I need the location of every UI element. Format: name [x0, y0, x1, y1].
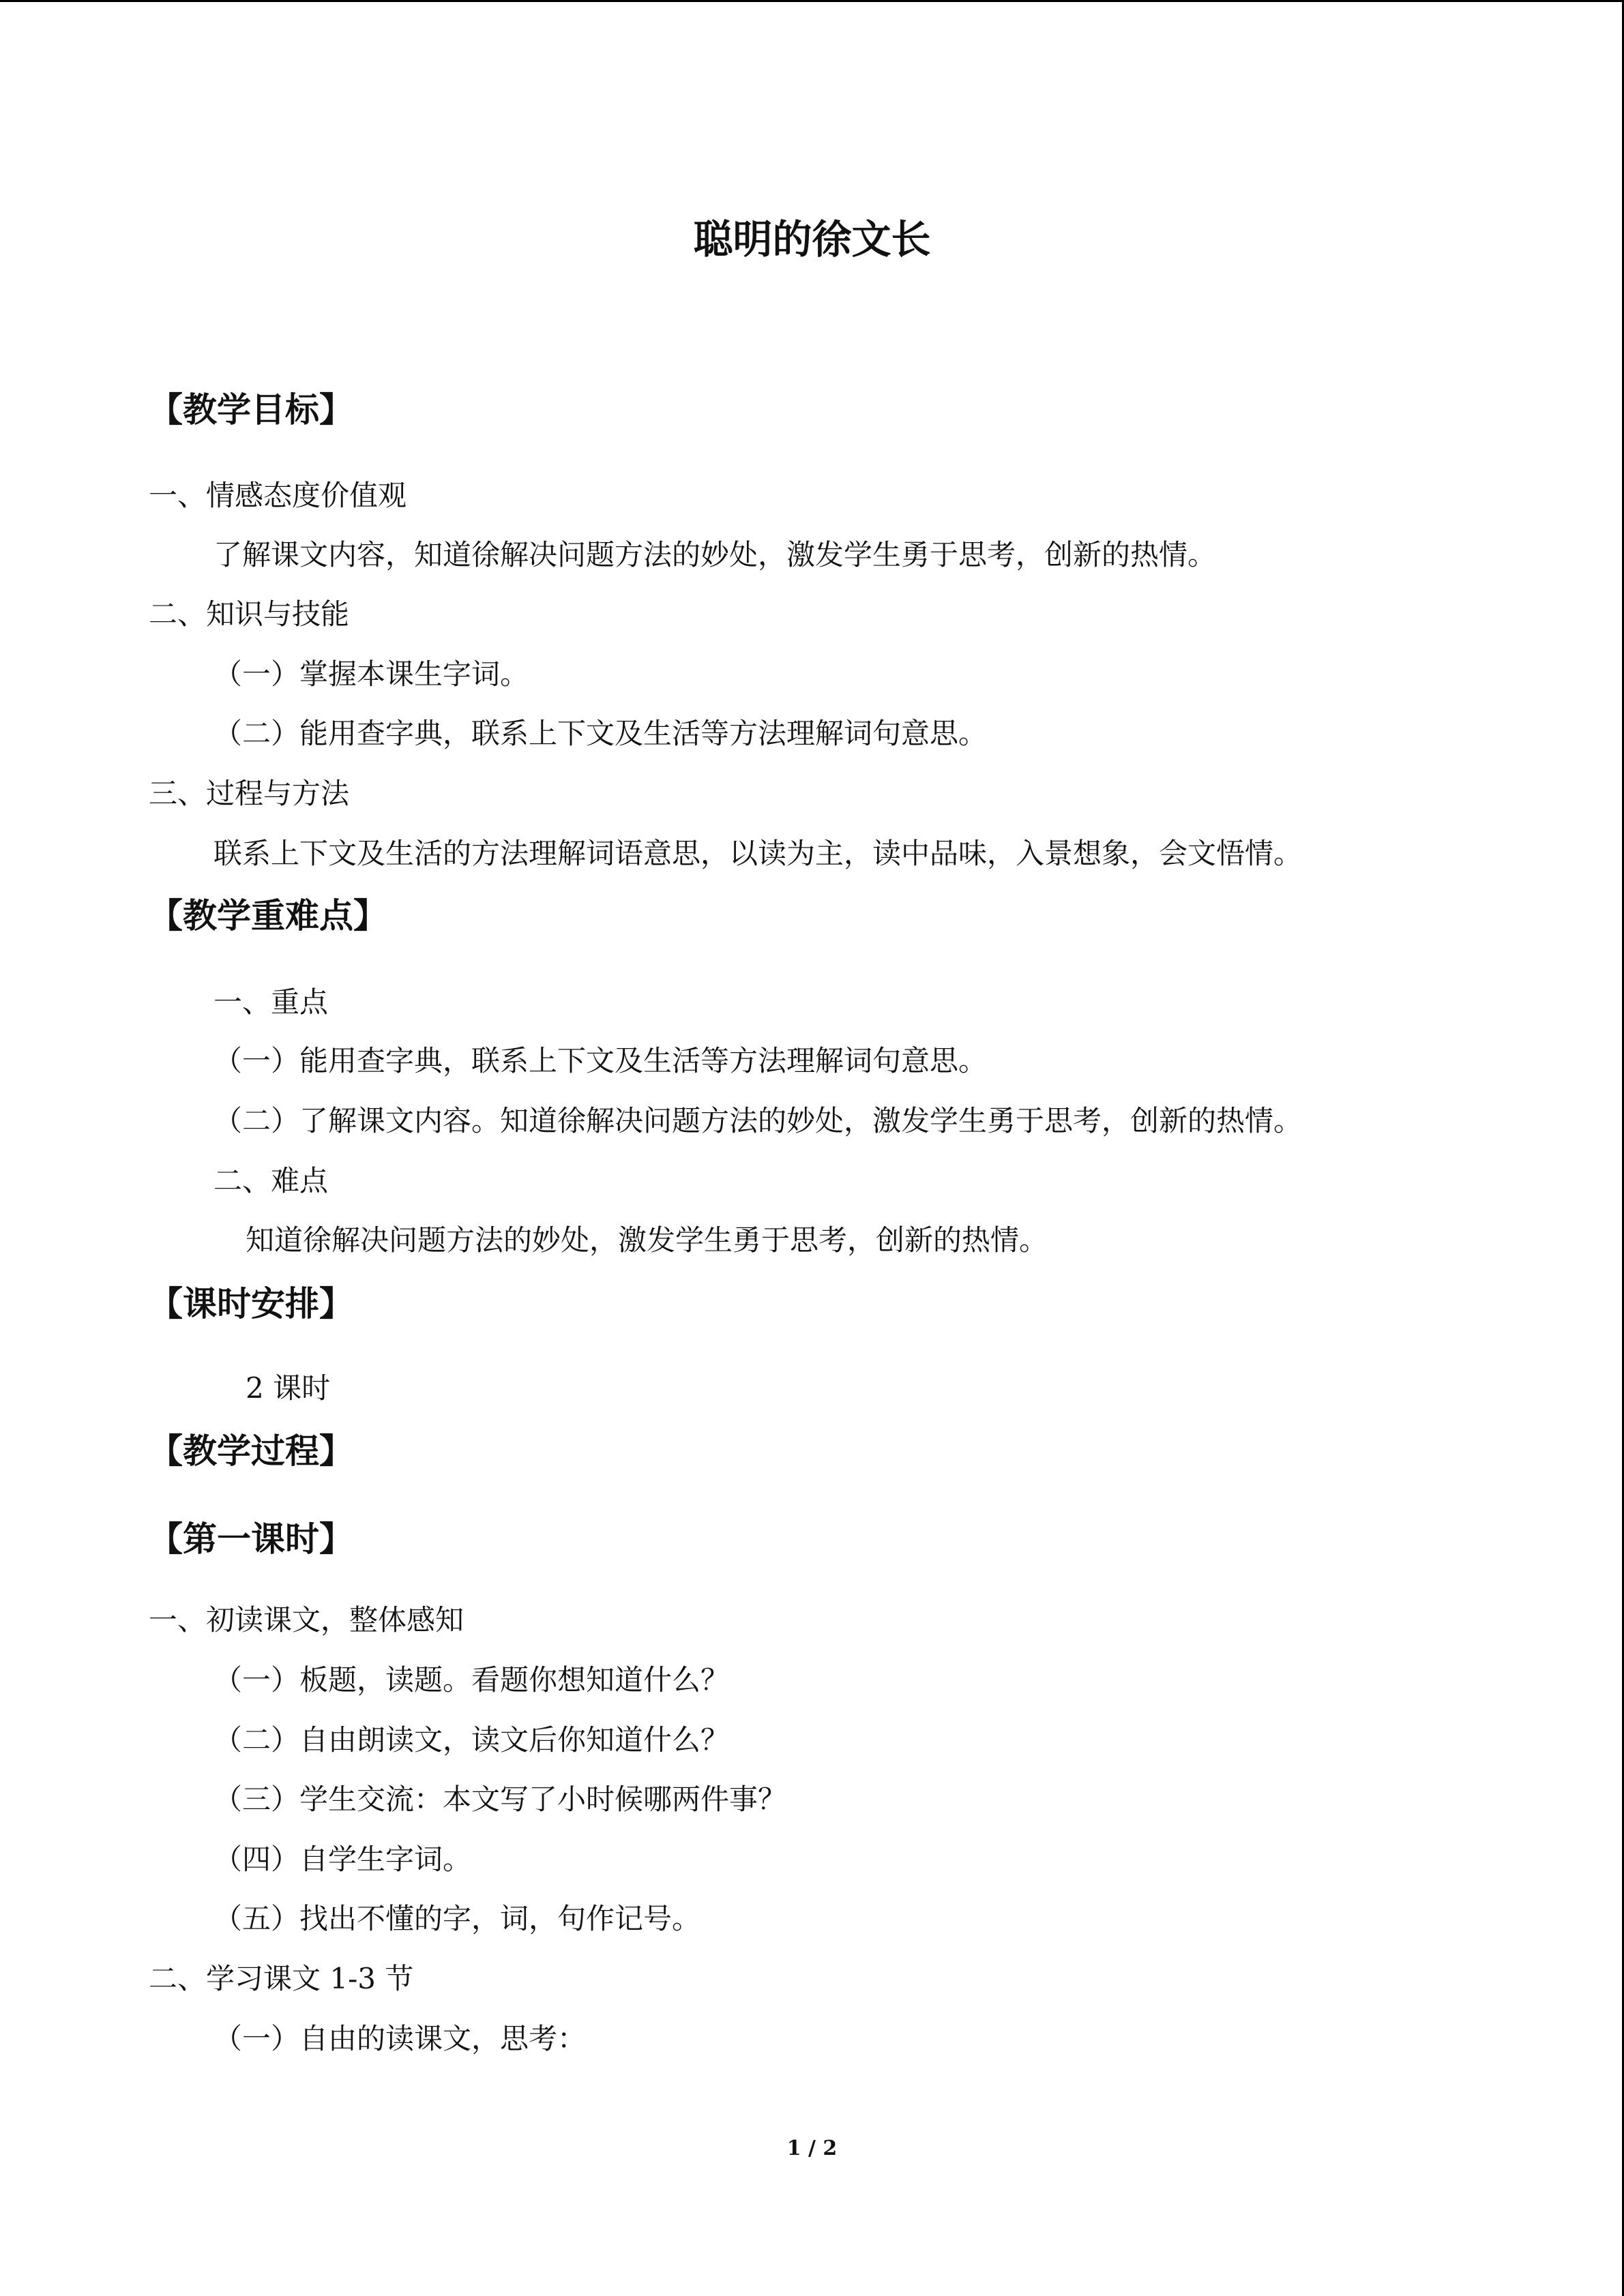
key-points-line: 二、难点: [213, 1164, 329, 1197]
section-heading-goals: 【教学目标】: [149, 390, 353, 430]
key-points-line: （二）了解课文内容。知道徐解决问题方法的妙处，激发学生勇于思考，创新的热情。: [213, 1104, 1303, 1137]
goals-line: 联系上下文及生活的方法理解词语意思，以读为主，读中品味，入景想象，会文悟情。: [213, 837, 1303, 870]
schedule-line: 2 课时: [246, 1371, 331, 1405]
goals-line: 一、情感态度价值观: [149, 479, 407, 512]
goals-line: 了解课文内容，知道徐解决问题方法的妙处，激发学生勇于思考，创新的热情。: [213, 538, 1217, 571]
section-heading-process: 【教学过程】: [149, 1431, 353, 1471]
section-heading-schedule: 【课时安排】: [149, 1284, 353, 1324]
section-heading-key-points: 【教学重难点】: [149, 896, 387, 936]
key-points-line: 知道徐解决问题方法的妙处，激发学生勇于思考，创新的热情。: [246, 1223, 1048, 1257]
goals-line: 三、过程与方法: [149, 777, 350, 810]
goals-line: 二、知识与技能: [149, 597, 350, 631]
lesson1-line: （五）找出不懂的字，词，句作记号。: [213, 1902, 701, 1935]
key-points-line: （一）能用查字典，联系上下文及生活等方法理解词句意思。: [213, 1044, 988, 1077]
key-points-line: 一、重点: [213, 985, 329, 1019]
lesson1-line: （一）自由的读课文，思考：: [213, 2022, 587, 2055]
goals-line: （一）掌握本课生字词。: [213, 657, 529, 691]
lesson1-line: 一、初读课文，整体感知: [149, 1603, 464, 1637]
document-title: 聪明的徐文长: [693, 216, 931, 263]
lesson1-line: （二）自由朗读文，读文后你知道什么？: [213, 1723, 730, 1757]
lesson1-line: （三）学生交流：本文写了小时候哪两件事？: [213, 1783, 787, 1816]
page-border-top: [0, 0, 1624, 2]
lesson1-line: （一）板题，读题。看题你想知道什么？: [213, 1663, 730, 1697]
goals-line: （二）能用查字典，联系上下文及生活等方法理解词句意思。: [213, 717, 988, 750]
section-heading-lesson1: 【第一课时】: [149, 1519, 353, 1559]
lesson1-line: （四）自学生字词。: [213, 1843, 472, 1876]
lesson1-line: 二、学习课文 1-3 节: [149, 1962, 414, 1995]
page-number: 1 / 2: [786, 2136, 838, 2160]
